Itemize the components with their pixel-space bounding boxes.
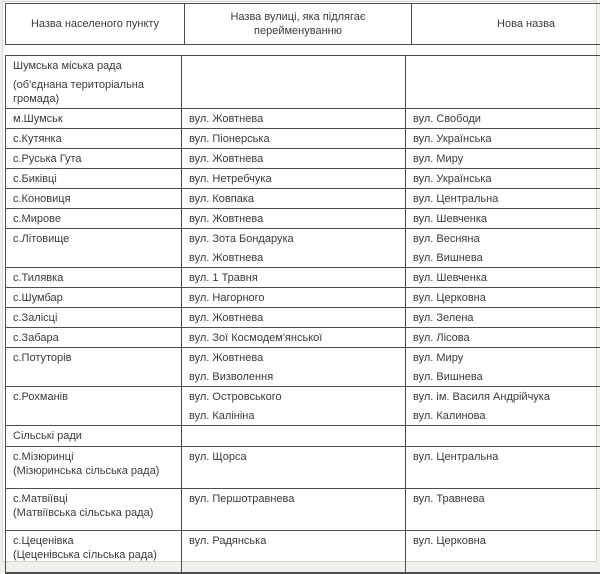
- cell-line: вул. Лісова: [413, 331, 600, 345]
- old-street-cell: [182, 149, 406, 169]
- cell-line: с.Потуторів: [13, 351, 175, 365]
- settlement-cell: [6, 308, 182, 328]
- column-header-settlement: Назва населеного пункту: [6, 4, 185, 45]
- new-street-cell: [406, 489, 600, 531]
- old-street-cell: [182, 268, 406, 288]
- cell-line: вул. Українська: [413, 132, 600, 146]
- settlement-cell: [6, 189, 182, 209]
- old-street-cell: [182, 531, 406, 573]
- old-street-cell: [182, 288, 406, 308]
- cell-line: с.Матвіївці: [13, 492, 175, 506]
- old-street-cell: [182, 426, 406, 447]
- cell-line: вул. Жовтнева: [189, 112, 399, 126]
- cell-line: вул. Миру: [413, 152, 600, 166]
- table-row: [6, 149, 600, 169]
- cell-line: (Матвіївська сільська рада): [13, 506, 175, 520]
- cell-line: вул. Центральна: [413, 450, 600, 464]
- settlement-cell: [6, 129, 182, 149]
- table-body: [6, 56, 600, 573]
- street-rename-table-header: [5, 3, 600, 45]
- table-row: [6, 531, 600, 573]
- table-row: [6, 229, 600, 268]
- cell-line: вул. Калініна: [189, 409, 399, 423]
- table-row: [6, 189, 600, 209]
- new-street-cell: [406, 229, 600, 268]
- new-street-cell: [406, 56, 600, 109]
- table-row: [6, 109, 600, 129]
- new-street-cell: [406, 149, 600, 169]
- new-street-cell: [406, 209, 600, 229]
- cell-line: вул. Свободи: [413, 112, 600, 126]
- cell-line: вул. Жовтнева: [189, 251, 399, 265]
- cell-line: с.Цеценівка: [13, 534, 175, 548]
- cell-line: вул. Островського: [189, 390, 399, 404]
- table-row: [6, 308, 600, 328]
- cell-line: (Цеценівська сільська рада): [13, 548, 175, 562]
- new-street-cell: [406, 447, 600, 489]
- cell-line: с.Шумбар: [13, 291, 175, 305]
- cell-line: вул. Радянська: [189, 534, 399, 548]
- old-street-cell: [182, 348, 406, 387]
- new-street-cell: [406, 109, 600, 129]
- cell-line: вул. Українська: [413, 172, 600, 186]
- new-street-cell: [406, 129, 600, 149]
- table-row: [6, 209, 600, 229]
- cell-line: вул. Жовтнева: [189, 212, 399, 226]
- column-header-new-street: Нова назва: [412, 4, 600, 45]
- settlement-cell: [6, 268, 182, 288]
- cell-line: с.Мізюринці: [13, 450, 175, 464]
- settlement-cell: [6, 149, 182, 169]
- cell-line: вул. Центральна: [413, 192, 600, 206]
- cell-line: вул. Калинова: [413, 409, 600, 423]
- table-row: [6, 288, 600, 308]
- cell-line: вул. Церковна: [413, 534, 600, 548]
- column-header-old-street: Назва вулиці, яка підлягає перейменуванню: [185, 4, 412, 45]
- cell-line: вул. ім. Василя Андрійчука: [413, 390, 600, 404]
- cell-line: вул. Весняна: [413, 232, 600, 246]
- table-row: [6, 268, 600, 288]
- cell-line: вул. Жовтнева: [189, 152, 399, 166]
- table-row: [6, 447, 600, 489]
- cell-line: вул. Вишнева: [413, 251, 600, 265]
- cell-line: вул. Визволення: [189, 370, 399, 384]
- cell-line: вул. Першотравнева: [189, 492, 399, 506]
- table-row: [6, 387, 600, 426]
- cell-line: с.Коновиця: [13, 192, 175, 206]
- settlement-cell: [6, 209, 182, 229]
- cell-line: вул. Зота Бондарука: [189, 232, 399, 246]
- settlement-cell: [6, 447, 182, 489]
- old-street-cell: [182, 169, 406, 189]
- cell-line: (Мізюринська сільська рада): [13, 464, 175, 478]
- cell-line: вул. Миру: [413, 351, 600, 365]
- cell-line: вул. Нетребчука: [189, 172, 399, 186]
- settlement-cell: [6, 109, 182, 129]
- new-street-cell: [406, 308, 600, 328]
- street-rename-table-body: [5, 55, 600, 574]
- new-street-cell: [406, 348, 600, 387]
- new-street-cell: [406, 268, 600, 288]
- cell-line: вул. Нагорного: [189, 291, 399, 305]
- cell-line: Шумська міська рада: [13, 59, 175, 73]
- old-street-cell: [182, 56, 406, 109]
- new-street-cell: [406, 169, 600, 189]
- group-header-row: [6, 56, 600, 109]
- old-street-cell: [182, 387, 406, 426]
- group-header-row: [6, 426, 600, 447]
- table-row: [6, 328, 600, 348]
- settlement-cell: [6, 56, 182, 109]
- settlement-cell: [6, 387, 182, 426]
- old-street-cell: [182, 328, 406, 348]
- settlement-cell: [6, 489, 182, 531]
- old-street-cell: [182, 129, 406, 149]
- cell-line: с.Залісці: [13, 311, 175, 325]
- cell-line: вул. Вишнева: [413, 370, 600, 384]
- cell-line: вул. Травнева: [413, 492, 600, 506]
- cell-line: вул. Жовтнева: [189, 311, 399, 325]
- cell-line: вул. Ковпака: [189, 192, 399, 206]
- header-row: [6, 4, 600, 45]
- new-street-cell: [406, 531, 600, 573]
- cell-line: вул. Шевченка: [413, 271, 600, 285]
- old-street-cell: [182, 229, 406, 268]
- old-street-cell: [182, 189, 406, 209]
- settlement-cell: [6, 288, 182, 308]
- settlement-cell: [6, 348, 182, 387]
- new-street-cell: [406, 288, 600, 308]
- cell-line: вул. Зої Космодем'янської: [189, 331, 399, 345]
- old-street-cell: [182, 308, 406, 328]
- cell-line: с.Забара: [13, 331, 175, 345]
- cell-line: вул. Зелена: [413, 311, 600, 325]
- settlement-cell: [6, 426, 182, 447]
- settlement-cell: [6, 531, 182, 573]
- cell-line: вул. Жовтнева: [189, 351, 399, 365]
- cell-line: с.Тилявка: [13, 271, 175, 285]
- table-row: [6, 129, 600, 149]
- cell-line: вул. Шевченка: [413, 212, 600, 226]
- cell-line: вул. 1 Травня: [189, 271, 399, 285]
- new-street-cell: [406, 189, 600, 209]
- cell-line: с.Рохманів: [13, 390, 175, 404]
- old-street-cell: [182, 489, 406, 531]
- table-row: [6, 169, 600, 189]
- cell-line: Сільські ради: [13, 429, 175, 443]
- cell-line: с.Літовище: [13, 232, 175, 246]
- old-street-cell: [182, 109, 406, 129]
- cell-line: вул. Щорса: [189, 450, 399, 464]
- cell-line: м.Шумськ: [13, 112, 175, 126]
- table-row: [6, 489, 600, 531]
- cell-line: с.Биківці: [13, 172, 175, 186]
- settlement-cell: [6, 169, 182, 189]
- cell-line: с.Мирове: [13, 212, 175, 226]
- table-row: [6, 348, 600, 387]
- settlement-cell: [6, 328, 182, 348]
- old-street-cell: [182, 209, 406, 229]
- cell-line: с.Руська Гута: [13, 152, 175, 166]
- settlement-cell: [6, 229, 182, 268]
- new-street-cell: [406, 387, 600, 426]
- cell-line: (об'єднана територіальна громада): [13, 78, 175, 106]
- old-street-cell: [182, 447, 406, 489]
- new-street-cell: [406, 426, 600, 447]
- cell-line: с.Кутянка: [13, 132, 175, 146]
- cell-line: вул. Піонерська: [189, 132, 399, 146]
- new-street-cell: [406, 328, 600, 348]
- cell-line: вул. Церковна: [413, 291, 600, 305]
